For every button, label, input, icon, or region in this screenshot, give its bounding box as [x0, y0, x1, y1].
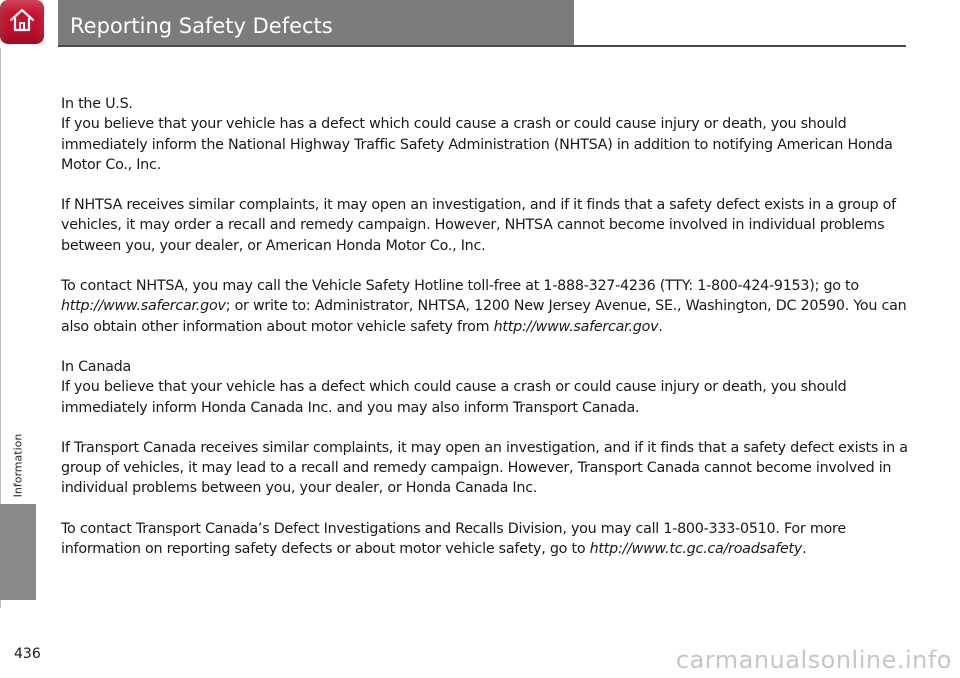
watermark: carmanualsonline.info: [675, 646, 952, 674]
us-p3-text-a: To contact NHTSA, you may call the Vehicle Safety Hotline toll-free at 1-888-327-4236 (TTY: 1-800-424-9153); go to: [61, 278, 859, 295]
section-label-text: Information: [11, 433, 25, 497]
ca-p3-text-b: .: [802, 541, 807, 558]
us-heading: In the U.S.: [61, 96, 133, 112]
canada-paragraph-1: If you believe that your vehicle has a defect which could cause a crash or could cause injury or death, you should immediately inform Honda Canada Inc. and you may also inform Transport Canada.: [61, 379, 847, 416]
section-side-label: [8, 420, 28, 510]
canada-paragraph-3: [61, 519, 909, 560]
us-paragraph-3: [61, 276, 909, 337]
page-content: [61, 94, 909, 579]
safercar-link[interactable]: http://www.safercar.gov: [61, 298, 226, 315]
home-icon: [8, 7, 36, 37]
us-p3-text-c: .: [658, 318, 663, 335]
page-title: Reporting Safety Defects: [70, 14, 333, 38]
page-number: 436: [14, 646, 41, 662]
canada-heading: In Canada: [61, 358, 131, 375]
us-paragraph-1: If you believe that your vehicle has a defect which could cause a crash or could cause injury or death, you should immediately inform the National Highway Traffic Safety Administration (NHTSA) in addition to notifying American Honda Motor Co., Inc.: [61, 116, 893, 173]
us-paragraph-2: If NHTSA receives similar complaints, it may open an investigation, and if it finds that a safety defect exists in a group of vehicles, it may order a recall and remedy campaign. However, NHTSA cannot become involved in individual problems between you, your dealer, or American Honda Motor Co., Inc.: [61, 197, 896, 254]
safercar-link-2[interactable]: http://www.safercar.gov: [493, 318, 659, 335]
home-button[interactable]: [0, 0, 44, 44]
title-underline: [58, 45, 906, 47]
ca-p3-text-a: To contact Transport Canada’s Defect Investigations and Recalls Division, you may call 1-800-333-0510. For more information on reporting safety defects or about motor vehicle safety, go to: [61, 520, 846, 558]
canada-paragraph-2: If Transport Canada receives similar complaints, it may open an investigation, and if it finds that a safety defect exists in a group of vehicles, it may lead to a recall and remedy campaign. However, Transport Canada cannot become involved in individual problems between you, your dealer, or Honda Canada Inc.: [61, 439, 908, 497]
title-bar: [58, 0, 574, 46]
us-p3-text-b: ; or write to: Administrator, NHTSA, 1200 New Jersey Avenue, SE., Washington, DC 20590. You can also obtain other information about motor vehicle safety from: [61, 298, 907, 335]
section-tab[interactable]: [0, 504, 36, 600]
tc-roadsafety-link[interactable]: http://www.tc.gc.ca/roadsafety: [589, 541, 803, 558]
